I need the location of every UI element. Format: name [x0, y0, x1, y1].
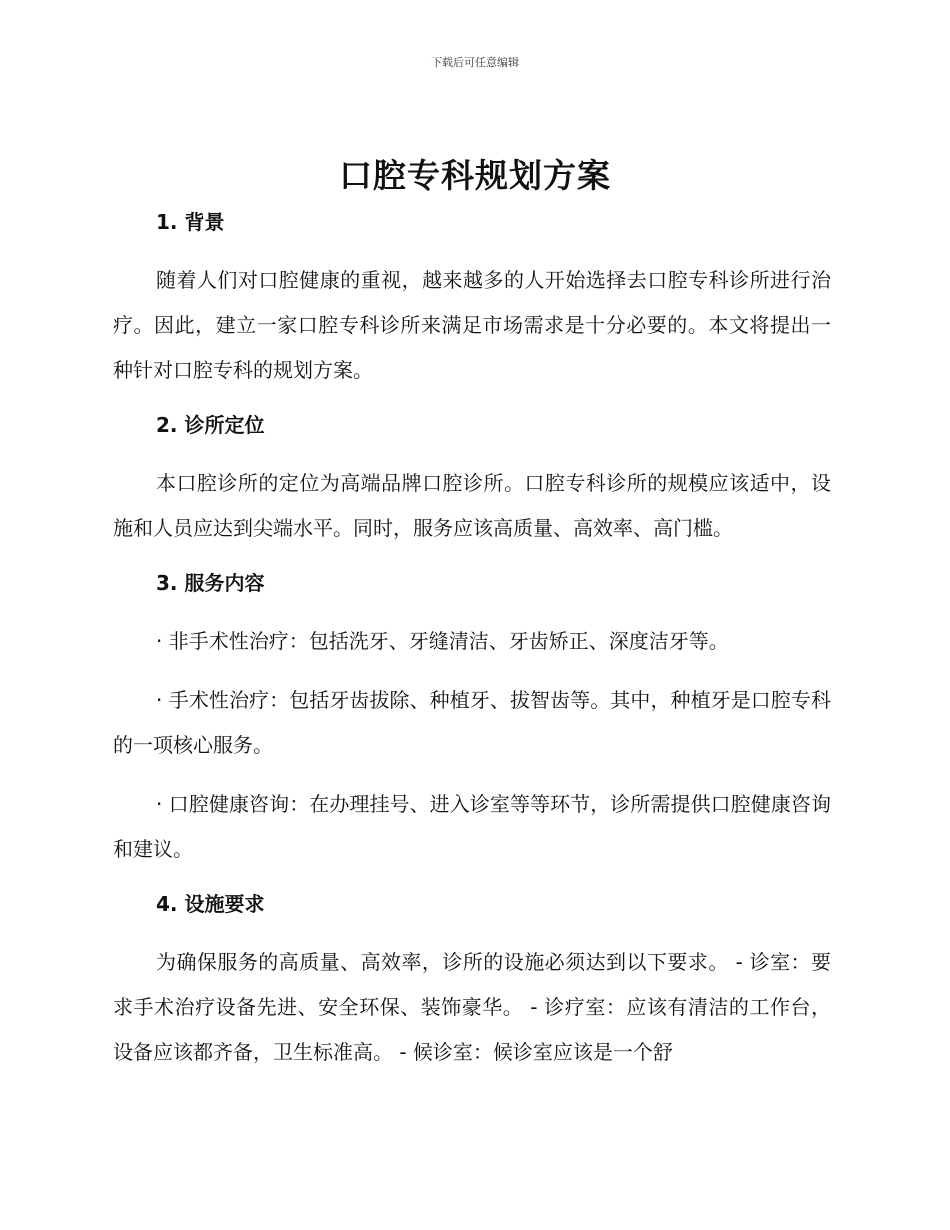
section-heading-background: 1. 背景 — [156, 210, 225, 234]
document-title: 口腔专科规划方案 — [339, 156, 611, 195]
paragraph: 本口腔诊所的定位为高端品牌口腔诊所。口腔专科诊所的规模应该适中，设施和人员应达到尖端水平。同时，服务应该高质量、高效率、高门槛。 — [113, 471, 831, 540]
list-item: · 非手术性治疗：包括洗牙、牙缝清洁、牙齿矫正、深度洁牙等。 — [156, 629, 729, 653]
list-item: · 手术性治疗：包括牙齿拔除、种植牙、拔智齿等。其中，种植牙是口腔专科的一项核心服务。 — [113, 688, 831, 757]
paragraph: 为确保服务的高质量、高效率，诊所的设施必须达到以下要求。 - 诊室：要求手术治疗设备先进、安全环保、装饰豪华。 - 诊疗室：应该有清洁的工作台，设备应该都齐备，卫生标准高。 - 候诊室：候诊室应该是一个舒 — [113, 950, 831, 1064]
section-heading-positioning: 2. 诊所定位 — [156, 413, 265, 437]
section-heading-services: 3. 服务内容 — [156, 571, 265, 595]
document-body — [113, 204, 831, 1075]
paragraph: 随着人们对口腔健康的重视，越来越多的人开始选择去口腔专科诊所进行治疗。因此，建立一家口腔专科诊所来满足市场需求是十分必要的。本文将提出一种针对口腔专科的规划方案。 — [113, 268, 831, 382]
header-note: 下载后可任意编辑 — [431, 56, 519, 69]
list-item: · 口腔健康咨询：在办理挂号、进入诊室等等环节，诊所需提供口腔健康咨询和建议。 — [113, 792, 831, 861]
section-heading-facilities: 4. 设施要求 — [156, 892, 265, 916]
